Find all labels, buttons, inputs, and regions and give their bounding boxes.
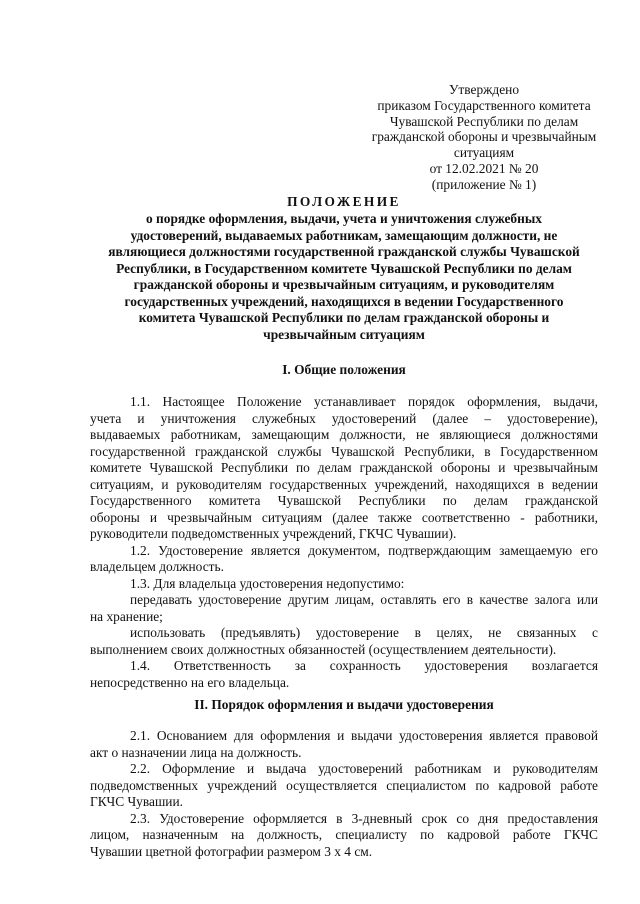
approval-stamp <box>364 82 604 193</box>
approval-line: Утверждено <box>448 82 520 97</box>
paragraph-line: 1.1. Настоящее Положение устанавливает порядок оформления, выдачи, <box>130 394 598 409</box>
subtitle-line: чрезвычайным ситуациям <box>263 326 425 342</box>
approval-line: гражданской обороны и чрезвычайным <box>371 129 597 145</box>
paragraph-line: передавать удостоверение другим лицам, оставлять его в качестве залога или <box>130 592 598 607</box>
subtitle-line: о порядке оформления, выдачи, учета и уничтожения служебных <box>145 211 542 226</box>
subtitle-line: являющиеся должностями государственной гражданской службы Чувашской <box>108 244 580 259</box>
paragraph-line: Чувашии цветной фотографии размером 3 х 4 см. <box>90 843 373 859</box>
paragraph-line: государственной гражданской службы Чувашской Республики, в Государственном <box>90 443 598 459</box>
subtitle-line: гражданской обороны и чрезвычайным ситуациям, и руководителям <box>133 277 555 292</box>
approval-line: ситуациям <box>453 145 515 161</box>
subtitle-line: Республики, в Государственном комитете Чувашской Республики по делам <box>116 260 572 276</box>
paragraph-line: руководители подведомственных учреждений, ГКЧС Чувашии). <box>90 526 457 541</box>
paragraph-line: 1.2. Удостоверение является документом, подтверждающим замещаемую его <box>130 542 598 558</box>
subtitle-line: удостоверений, выдаваемых работникам, замещающим должности, не <box>130 227 558 243</box>
section-2-heading: II. Порядок оформления и выдачи удостоверения <box>194 697 494 712</box>
paragraph-line: обороны и чрезвычайным ситуациям (далее также соответственно - работники, <box>90 509 598 525</box>
paragraph-line: использовать (предъявлять) удостоверение в целях, не связанных с <box>130 625 598 640</box>
paragraph-line: 2.1. Основанием для оформления и выдачи удостоверения является правовой <box>130 728 598 743</box>
document-subtitle <box>90 211 598 343</box>
paragraph-line: на хранение; <box>90 608 163 624</box>
approval-line: Чувашской Республики по делам <box>389 113 579 129</box>
paragraph-line: ситуациям, и руководителям государственных учреждений, находящихся в ведении <box>90 476 598 492</box>
section-1-body <box>90 394 598 691</box>
paragraph-line: комитете Чувашской Республики по делам гражданской обороны и чрезвычайным <box>90 460 598 475</box>
subtitle-line: государственных учреждений, находящихся в ведении Государственного <box>124 293 564 309</box>
paragraph-line: 2.3. Удостоверение оформляется в 3-дневный срок со дня предоставления <box>130 810 598 826</box>
paragraph-line: ГКЧС Чувашии. <box>90 794 183 809</box>
paragraph-line: акт о назначении лица на должность. <box>90 744 302 760</box>
approval-line: (приложение № 1) <box>431 176 537 192</box>
paragraph-line: лицом, назначенным на должность, специалисту по кадровой работе ГКЧС <box>90 827 598 842</box>
section-1-heading: I. Общие положения <box>282 362 406 377</box>
approval-line: приказом Государственного комитета <box>377 97 591 113</box>
subtitle-line: комитета Чувашской Республики по делам гражданской обороны и <box>138 310 550 325</box>
paragraph-line: 1.4. Ответственность за сохранность удостоверения возлагается <box>130 658 598 673</box>
paragraph-line: выдаваемых работникам, замещающим должности, не являющиеся должностями <box>90 427 598 442</box>
paragraph-line: выполнением своих должностных обязанностей (осуществлением деятельности). <box>90 641 557 657</box>
paragraph-line: 2.2. Оформление и выдача удостоверений работникам и руководителям <box>130 761 598 776</box>
section-2-body <box>90 728 598 860</box>
paragraph-line: 1.3. Для владельца удостоверения недопустимо: <box>130 575 405 591</box>
paragraph-line: учета и уничтожения служебных удостоверений (далее – удостоверение), <box>90 410 598 426</box>
paragraph-line: владельцем должность. <box>90 559 224 574</box>
paragraph-line: подведомственных учреждений осуществляется специалистом по кадровой работе <box>90 777 598 793</box>
paragraph-line: непосредственно на его владельца. <box>90 674 290 690</box>
paragraph-line: Государственного комитета Чувашской Республики по делам гражданской <box>90 493 598 508</box>
document-title: ПОЛОЖЕНИЕ <box>287 194 401 209</box>
approval-line: от 12.02.2021 № 20 <box>429 160 539 176</box>
